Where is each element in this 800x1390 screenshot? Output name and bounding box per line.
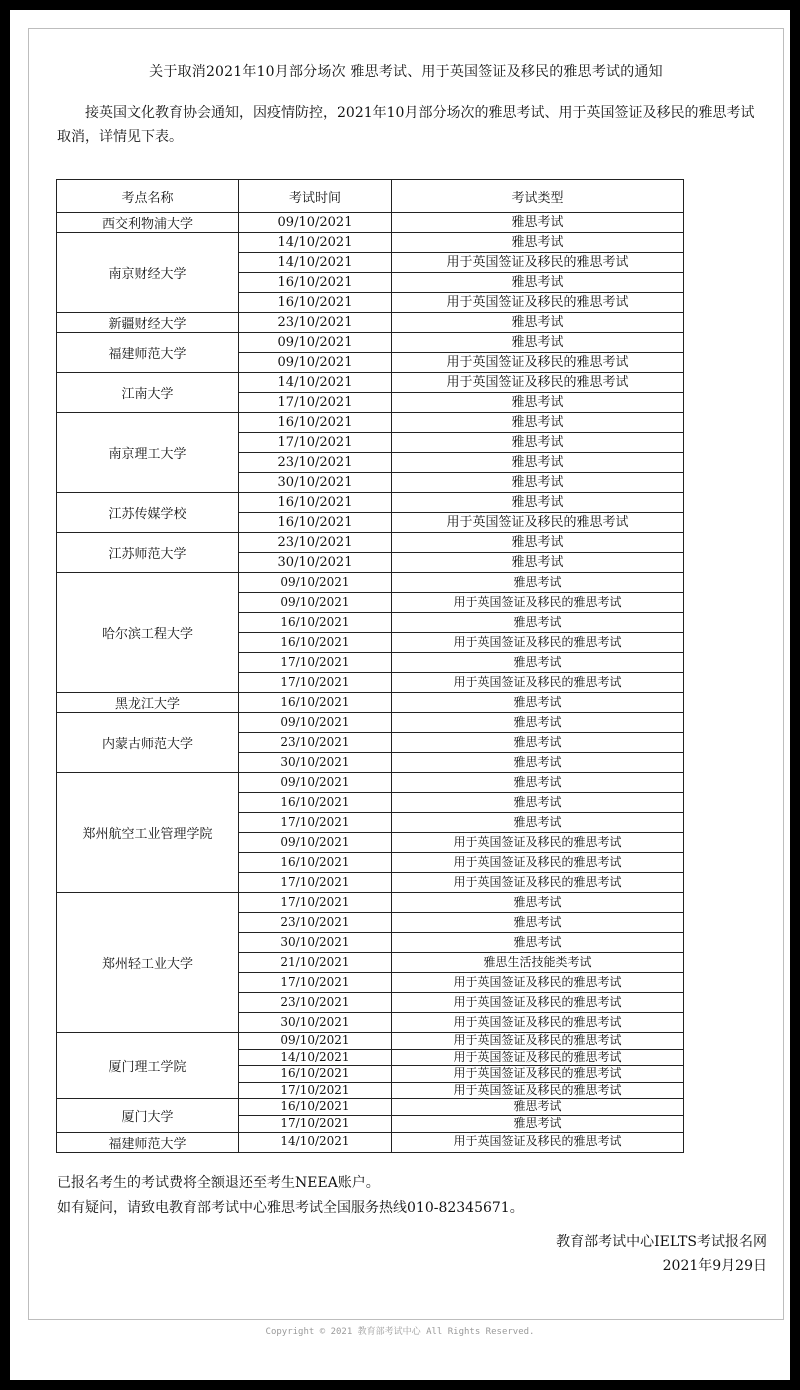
table-row xyxy=(57,1099,684,1116)
exam-type-cell: 用于英国签证及移民的雅思考试 xyxy=(392,1013,684,1033)
notice-intro: 接英国文化教育协会通知，因疫情防控，2021年10月部分场次的雅思考试、用于英国签证及移民的雅思考试取消，详情见下表。 xyxy=(57,105,755,145)
exam-date-cell: 23/10/2021 xyxy=(239,993,392,1013)
exam-date-cell: 23/10/2021 xyxy=(239,313,392,333)
exam-type-cell: 雅思考试 xyxy=(392,413,684,433)
exam-date-cell: 16/10/2021 xyxy=(239,853,392,873)
table-row xyxy=(57,313,684,333)
exam-type-cell: 雅思生活技能类考试 xyxy=(392,953,684,973)
exam-type-cell: 用于英国签证及移民的雅思考试 xyxy=(392,993,684,1013)
exam-date-cell: 23/10/2021 xyxy=(239,453,392,473)
exam-type-cell: 雅思考试 xyxy=(392,893,684,913)
table-row xyxy=(57,333,684,353)
exam-date-cell: 09/10/2021 xyxy=(239,213,392,233)
exam-type-cell: 雅思考试 xyxy=(392,773,684,793)
exam-date-cell: 09/10/2021 xyxy=(239,573,392,593)
exam-type-cell: 雅思考试 xyxy=(392,313,684,333)
exam-type-cell: 用于英国签证及移民的雅思考试 xyxy=(392,633,684,653)
exam-type-cell: 雅思考试 xyxy=(392,653,684,673)
exam-date-cell: 17/10/2021 xyxy=(239,673,392,693)
exam-type-cell: 雅思考试 xyxy=(392,1099,684,1116)
venue-name-cell: 厦门理工学院 xyxy=(57,1033,239,1099)
exam-date-cell: 16/10/2021 xyxy=(239,273,392,293)
venue-name-cell: 黑龙江大学 xyxy=(57,693,239,713)
table-row xyxy=(57,1033,684,1050)
exam-type-cell: 雅思考试 xyxy=(392,333,684,353)
exam-date-cell: 17/10/2021 xyxy=(239,973,392,993)
exam-date-cell: 14/10/2021 xyxy=(239,373,392,393)
exam-date-cell: 14/10/2021 xyxy=(239,1132,392,1152)
exam-type-cell: 雅思考试 xyxy=(392,233,684,253)
exam-date-cell: 16/10/2021 xyxy=(239,413,392,433)
venue-name-cell: 江苏传媒学校 xyxy=(57,493,239,533)
table-row xyxy=(57,573,684,593)
exam-type-cell: 用于英国签证及移民的雅思考试 xyxy=(392,293,684,313)
exam-type-cell: 用于英国签证及移民的雅思考试 xyxy=(392,853,684,873)
exam-date-cell: 16/10/2021 xyxy=(239,1066,392,1083)
exam-date-cell: 23/10/2021 xyxy=(239,733,392,753)
exam-type-cell: 雅思考试 xyxy=(392,753,684,773)
table-header-row xyxy=(57,180,684,213)
table-row xyxy=(57,233,684,253)
table-row xyxy=(57,413,684,433)
exam-date-cell: 14/10/2021 xyxy=(239,1049,392,1066)
exam-date-cell: 09/10/2021 xyxy=(239,833,392,853)
exam-type-cell: 雅思考试 xyxy=(392,533,684,553)
table-row xyxy=(57,773,684,793)
exam-date-cell: 30/10/2021 xyxy=(239,473,392,493)
exam-date-cell: 17/10/2021 xyxy=(239,653,392,673)
exam-date-cell: 16/10/2021 xyxy=(239,493,392,513)
exam-type-cell: 用于英国签证及移民的雅思考试 xyxy=(392,513,684,533)
exam-date-cell: 17/10/2021 xyxy=(239,1115,392,1132)
venue-name-cell: 内蒙古师范大学 xyxy=(57,713,239,773)
exam-date-cell: 16/10/2021 xyxy=(239,513,392,533)
exam-type-cell: 用于英国签证及移民的雅思考试 xyxy=(392,1066,684,1083)
exam-date-cell: 16/10/2021 xyxy=(239,293,392,313)
table-row xyxy=(57,693,684,713)
table-row xyxy=(57,493,684,513)
venue-name-cell: 福建师范大学 xyxy=(57,333,239,373)
exam-type-cell: 雅思考试 xyxy=(392,1115,684,1132)
exam-date-cell: 17/10/2021 xyxy=(239,873,392,893)
venue-name-cell: 新疆财经大学 xyxy=(57,313,239,333)
exam-type-cell: 雅思考试 xyxy=(392,913,684,933)
exam-date-cell: 17/10/2021 xyxy=(239,433,392,453)
venue-name-cell: 福建师范大学 xyxy=(57,1132,239,1152)
exam-type-cell: 用于英国签证及移民的雅思考试 xyxy=(392,673,684,693)
copyright-footer: Copyright © 2021 教育部考试中心 All Rights Reserved. xyxy=(265,1327,535,1337)
exam-date-cell: 17/10/2021 xyxy=(239,813,392,833)
exam-date-cell: 16/10/2021 xyxy=(239,1099,392,1116)
table-body xyxy=(57,213,684,1153)
exam-date-cell: 17/10/2021 xyxy=(239,393,392,413)
hotline-note: 如有疑问，请致电教育部考试中心雅思考试全国服务热线010-82345671。 xyxy=(57,1200,524,1216)
exam-date-cell: 21/10/2021 xyxy=(239,953,392,973)
venue-name-cell: 厦门大学 xyxy=(57,1099,239,1132)
exam-type-cell: 雅思考试 xyxy=(392,693,684,713)
exam-type-cell: 用于英国签证及移民的雅思考试 xyxy=(392,1132,684,1152)
exam-type-cell: 雅思考试 xyxy=(392,613,684,633)
exam-date-cell: 09/10/2021 xyxy=(239,713,392,733)
exam-type-cell: 雅思考试 xyxy=(392,473,684,493)
venue-name-cell: 南京理工大学 xyxy=(57,413,239,493)
exam-type-cell: 雅思考试 xyxy=(392,933,684,953)
exam-date-cell: 09/10/2021 xyxy=(239,353,392,373)
signature-date: 2021年9月29日 xyxy=(662,1258,767,1274)
exam-date-cell: 23/10/2021 xyxy=(239,533,392,553)
exam-date-cell: 09/10/2021 xyxy=(239,773,392,793)
signature-org: 教育部考试中心IELTS考试报名网 xyxy=(556,1234,767,1250)
venue-name-cell: 郑州航空工业管理学院 xyxy=(57,773,239,893)
exam-type-cell: 雅思考试 xyxy=(392,213,684,233)
exam-type-cell: 雅思考试 xyxy=(392,733,684,753)
exam-date-cell: 17/10/2021 xyxy=(239,893,392,913)
exam-type-cell: 用于英国签证及移民的雅思考试 xyxy=(392,593,684,613)
venue-name-cell: 江苏师范大学 xyxy=(57,533,239,573)
exam-date-cell: 30/10/2021 xyxy=(239,933,392,953)
exam-date-cell: 16/10/2021 xyxy=(239,633,392,653)
exam-type-cell: 雅思考试 xyxy=(392,453,684,473)
exam-date-cell: 09/10/2021 xyxy=(239,593,392,613)
exam-type-cell: 用于英国签证及移民的雅思考试 xyxy=(392,253,684,273)
exam-type-cell: 雅思考试 xyxy=(392,273,684,293)
table-row xyxy=(57,213,684,233)
screenshot-frame xyxy=(10,10,790,1380)
notice-title: 关于取消2021年10月部分场次 雅思考试、用于英国签证及移民的雅思考试的通知 xyxy=(149,64,663,80)
exam-type-cell: 用于英国签证及移民的雅思考试 xyxy=(392,353,684,373)
exam-type-cell: 用于英国签证及移民的雅思考试 xyxy=(392,1082,684,1099)
header-venue: 考点名称 xyxy=(57,180,239,213)
exam-type-cell: 雅思考试 xyxy=(392,573,684,593)
exam-date-cell: 16/10/2021 xyxy=(239,693,392,713)
exam-type-cell: 雅思考试 xyxy=(392,393,684,413)
venue-name-cell: 西交利物浦大学 xyxy=(57,213,239,233)
exam-date-cell: 17/10/2021 xyxy=(239,1082,392,1099)
exam-type-cell: 雅思考试 xyxy=(392,493,684,513)
exam-date-cell: 09/10/2021 xyxy=(239,333,392,353)
exam-type-cell: 用于英国签证及移民的雅思考试 xyxy=(392,973,684,993)
header-type: 考试类型 xyxy=(392,180,684,213)
exam-date-cell: 09/10/2021 xyxy=(239,1033,392,1050)
exam-type-cell: 雅思考试 xyxy=(392,713,684,733)
exam-type-cell: 用于英国签证及移民的雅思考试 xyxy=(392,373,684,393)
refund-note: 已报名考生的考试费将全额退还至考生NEEA账户。 xyxy=(57,1175,380,1191)
exam-date-cell: 16/10/2021 xyxy=(239,613,392,633)
venue-name-cell: 哈尔滨工程大学 xyxy=(57,573,239,693)
exam-date-cell: 30/10/2021 xyxy=(239,1013,392,1033)
exam-type-cell: 雅思考试 xyxy=(392,793,684,813)
table-row xyxy=(57,893,684,913)
exam-date-cell: 23/10/2021 xyxy=(239,913,392,933)
exam-type-cell: 雅思考试 xyxy=(392,813,684,833)
cancellation-table xyxy=(56,179,684,1153)
exam-date-cell: 14/10/2021 xyxy=(239,253,392,273)
header-date: 考试时间 xyxy=(239,180,392,213)
exam-date-cell: 30/10/2021 xyxy=(239,753,392,773)
venue-name-cell: 江南大学 xyxy=(57,373,239,413)
table-row xyxy=(57,533,684,553)
exam-date-cell: 30/10/2021 xyxy=(239,553,392,573)
exam-date-cell: 14/10/2021 xyxy=(239,233,392,253)
exam-type-cell: 用于英国签证及移民的雅思考试 xyxy=(392,1033,684,1050)
exam-type-cell: 雅思考试 xyxy=(392,433,684,453)
table-row xyxy=(57,1132,684,1152)
exam-type-cell: 用于英国签证及移民的雅思考试 xyxy=(392,1049,684,1066)
exam-type-cell: 用于英国签证及移民的雅思考试 xyxy=(392,873,684,893)
table-row xyxy=(57,713,684,733)
venue-name-cell: 郑州轻工业大学 xyxy=(57,893,239,1033)
venue-name-cell: 南京财经大学 xyxy=(57,233,239,313)
exam-date-cell: 16/10/2021 xyxy=(239,793,392,813)
notice-document xyxy=(28,28,784,1320)
table-row xyxy=(57,373,684,393)
exam-type-cell: 用于英国签证及移民的雅思考试 xyxy=(392,833,684,853)
exam-type-cell: 雅思考试 xyxy=(392,553,684,573)
